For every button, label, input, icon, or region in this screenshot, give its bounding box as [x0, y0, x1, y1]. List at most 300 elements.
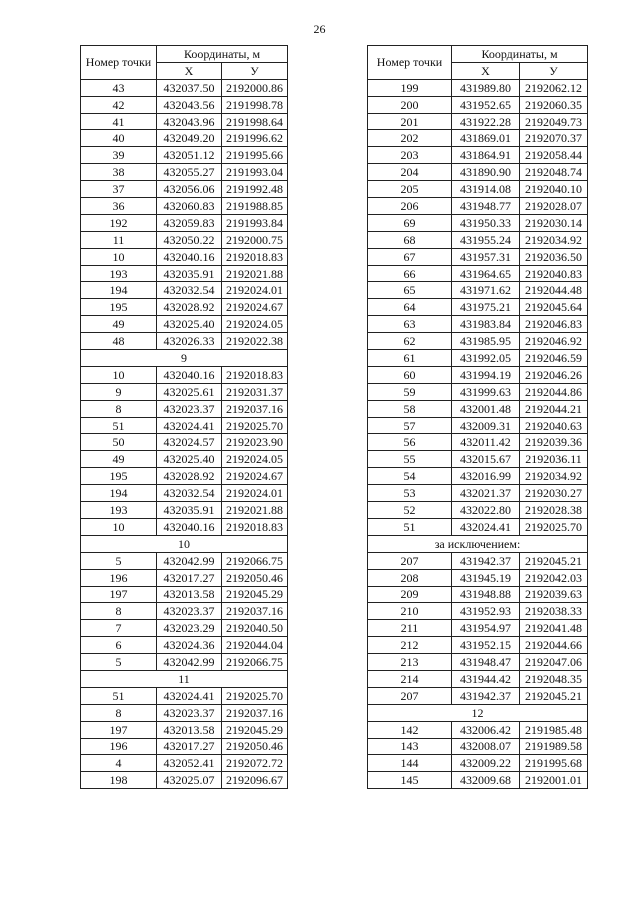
point-number-cell: 194	[81, 282, 157, 299]
y-coordinate-cell: 2192041.48	[520, 620, 588, 637]
table-row	[81, 518, 288, 535]
y-coordinate-cell: 2192046.92	[520, 333, 588, 350]
y-coordinate-cell: 2192062.12	[520, 79, 588, 96]
table-row	[368, 248, 588, 265]
y-coordinate-cell: 2192044.04	[222, 637, 288, 654]
x-coordinate-cell: 432025.40	[157, 316, 222, 333]
table-row	[81, 502, 288, 519]
y-coordinate-cell: 2192030.14	[520, 214, 588, 231]
table-row	[81, 552, 288, 569]
table-row	[368, 620, 588, 637]
x-coordinate-cell: 432051.12	[157, 147, 222, 164]
x-coordinate-cell: 432052.41	[157, 755, 222, 772]
x-coordinate-cell: 432042.99	[157, 654, 222, 671]
x-coordinate-cell: 432022.80	[452, 502, 520, 519]
point-number-cell: 66	[368, 265, 452, 282]
x-coordinate-cell: 432017.27	[157, 569, 222, 586]
point-number-cell: 8	[81, 603, 157, 620]
table-row	[81, 214, 288, 231]
point-number-cell: 49	[81, 451, 157, 468]
x-coordinate-cell: 432017.27	[157, 738, 222, 755]
y-coordinate-cell: 2192028.38	[520, 502, 588, 519]
y-coordinate-cell: 2191995.66	[222, 147, 288, 164]
table-row	[81, 721, 288, 738]
table-row	[368, 738, 588, 755]
table-row	[368, 772, 588, 789]
x-coordinate-cell: 432021.37	[452, 485, 520, 502]
y-coordinate-cell: 2191993.84	[222, 214, 288, 231]
x-coordinate-cell: 432042.99	[157, 552, 222, 569]
y-coordinate-cell: 2192048.35	[520, 670, 588, 687]
table-row	[368, 214, 588, 231]
coordinates-table-right	[367, 45, 588, 789]
section-row	[81, 350, 288, 367]
table-row	[81, 586, 288, 603]
table-row	[368, 485, 588, 502]
x-coordinate-cell: 432040.16	[157, 248, 222, 265]
y-coordinate-cell: 2192028.07	[520, 198, 588, 215]
table-row	[368, 299, 588, 316]
x-coordinate-cell: 432009.68	[452, 772, 520, 789]
table-row	[81, 333, 288, 350]
x-coordinate-cell: 431983.84	[452, 316, 520, 333]
table-row	[81, 417, 288, 434]
x-coordinate-cell: 432009.22	[452, 755, 520, 772]
x-coordinate-cell: 432024.36	[157, 637, 222, 654]
x-coordinate-cell: 432035.91	[157, 265, 222, 282]
table-row	[368, 434, 588, 451]
table-row	[81, 772, 288, 789]
table-row	[368, 366, 588, 383]
y-coordinate-cell: 2192046.83	[520, 316, 588, 333]
table-row	[81, 316, 288, 333]
point-number-cell: 4	[81, 755, 157, 772]
table-row	[368, 198, 588, 215]
y-coordinate-cell: 2192040.10	[520, 181, 588, 198]
coordinates-table-left	[80, 45, 288, 789]
section-row	[81, 535, 288, 552]
x-coordinate-cell: 432032.54	[157, 485, 222, 502]
x-coordinate-cell: 432055.27	[157, 164, 222, 181]
x-coordinate-cell: 432040.16	[157, 518, 222, 535]
point-number-header: Номер точки	[81, 46, 157, 80]
x-coordinate-cell: 431957.31	[452, 248, 520, 265]
section-label: 10	[81, 535, 288, 552]
point-number-cell: 62	[368, 333, 452, 350]
point-number-cell: 145	[368, 772, 452, 789]
table-row	[368, 755, 588, 772]
point-number-cell: 197	[81, 586, 157, 603]
point-number-cell: 40	[81, 130, 157, 147]
table-row	[368, 130, 588, 147]
section-label: 9	[81, 350, 288, 367]
y-coordinate-cell: 2192047.06	[520, 654, 588, 671]
point-number-cell: 64	[368, 299, 452, 316]
y-coordinate-cell: 2192044.86	[520, 383, 588, 400]
table-row	[81, 96, 288, 113]
x-coordinate-cell: 431869.01	[452, 130, 520, 147]
table-row	[81, 299, 288, 316]
x-coordinate-cell: 431945.19	[452, 569, 520, 586]
point-number-cell: 212	[368, 637, 452, 654]
y-coordinate-cell: 2192040.50	[222, 620, 288, 637]
y-coordinate-cell: 2192045.29	[222, 721, 288, 738]
y-coordinate-cell: 2191998.64	[222, 113, 288, 130]
table-row	[81, 282, 288, 299]
point-number-cell: 56	[368, 434, 452, 451]
x-coordinate-cell: 432024.57	[157, 434, 222, 451]
point-number-cell: 65	[368, 282, 452, 299]
x-coordinate-cell: 432023.37	[157, 400, 222, 417]
section-row	[368, 535, 588, 552]
point-number-cell: 211	[368, 620, 452, 637]
table-row	[368, 569, 588, 586]
table-row	[368, 265, 588, 282]
section-row	[368, 704, 588, 721]
section-label: 12	[368, 704, 588, 721]
point-number-cell: 207	[368, 687, 452, 704]
point-number-cell: 203	[368, 147, 452, 164]
y-coordinate-cell: 2192066.75	[222, 552, 288, 569]
point-number-cell: 53	[368, 485, 452, 502]
x-coordinate-cell: 431994.19	[452, 366, 520, 383]
table-row	[81, 451, 288, 468]
x-coordinate-cell: 432001.48	[452, 400, 520, 417]
point-number-cell: 195	[81, 299, 157, 316]
point-number-cell: 143	[368, 738, 452, 755]
point-number-cell: 38	[81, 164, 157, 181]
x-coordinate-cell: 432060.83	[157, 198, 222, 215]
y-coordinate-cell: 2192024.01	[222, 485, 288, 502]
y-coordinate-cell: 2192034.92	[520, 468, 588, 485]
y-coordinate-cell: 2191995.68	[520, 755, 588, 772]
x-coordinate-cell: 431964.65	[452, 265, 520, 282]
table-row	[368, 721, 588, 738]
x-coordinate-cell: 432049.20	[157, 130, 222, 147]
point-number-cell: 198	[81, 772, 157, 789]
x-coordinate-cell: 431985.95	[452, 333, 520, 350]
point-number-cell: 68	[368, 231, 452, 248]
x-coordinate-cell: 432059.83	[157, 214, 222, 231]
table-row	[368, 164, 588, 181]
y-coordinate-cell: 2192024.67	[222, 299, 288, 316]
point-number-cell: 5	[81, 654, 157, 671]
point-number-cell: 49	[81, 316, 157, 333]
point-number-cell: 57	[368, 417, 452, 434]
x-coordinate-cell: 431942.37	[452, 552, 520, 569]
x-coordinate-cell: 431952.93	[452, 603, 520, 620]
table-row	[368, 96, 588, 113]
point-number-cell: 67	[368, 248, 452, 265]
x-coordinate-cell: 432050.22	[157, 231, 222, 248]
table-row	[81, 569, 288, 586]
table-body-left	[81, 79, 288, 788]
table-row	[81, 654, 288, 671]
point-number-cell: 50	[81, 434, 157, 451]
x-coordinate-cell: 431950.33	[452, 214, 520, 231]
point-number-cell: 54	[368, 468, 452, 485]
table-row	[368, 350, 588, 367]
table-row	[368, 603, 588, 620]
table-row	[368, 333, 588, 350]
point-number-cell: 63	[368, 316, 452, 333]
y-coordinate-cell: 2192058.44	[520, 147, 588, 164]
y-coordinate-cell: 2192048.74	[520, 164, 588, 181]
table-row	[368, 552, 588, 569]
table-row	[81, 79, 288, 96]
y-coordinate-cell: 2192038.33	[520, 603, 588, 620]
point-number-cell: 6	[81, 637, 157, 654]
point-number-cell: 39	[81, 147, 157, 164]
point-number-cell: 196	[81, 569, 157, 586]
x-coordinate-cell: 432026.33	[157, 333, 222, 350]
x-coordinate-cell: 431955.24	[452, 231, 520, 248]
x-coordinate-cell: 432028.92	[157, 299, 222, 316]
y-header: У	[222, 62, 288, 79]
y-coordinate-cell: 2192024.67	[222, 468, 288, 485]
point-number-cell: 5	[81, 552, 157, 569]
point-number-cell: 11	[81, 231, 157, 248]
table-row	[368, 468, 588, 485]
y-coordinate-cell: 2192021.88	[222, 502, 288, 519]
table-row	[81, 704, 288, 721]
table-row	[368, 113, 588, 130]
table-row	[368, 316, 588, 333]
y-coordinate-cell: 2192072.72	[222, 755, 288, 772]
point-number-cell: 37	[81, 181, 157, 198]
table-row	[368, 670, 588, 687]
y-coordinate-cell: 2192034.92	[520, 231, 588, 248]
table-row	[81, 113, 288, 130]
point-number-cell: 61	[368, 350, 452, 367]
x-coordinate-cell: 431948.47	[452, 654, 520, 671]
table-row	[368, 687, 588, 704]
point-number-cell: 202	[368, 130, 452, 147]
y-coordinate-cell: 2192050.46	[222, 738, 288, 755]
x-coordinate-cell: 431989.80	[452, 79, 520, 96]
y-coordinate-cell: 2192040.83	[520, 265, 588, 282]
y-coordinate-cell: 2192000.75	[222, 231, 288, 248]
y-coordinate-cell: 2192018.83	[222, 248, 288, 265]
x-coordinate-cell: 432040.16	[157, 366, 222, 383]
x-coordinate-cell: 432032.54	[157, 282, 222, 299]
y-coordinate-cell: 2192037.16	[222, 704, 288, 721]
point-number-cell: 48	[81, 333, 157, 350]
x-coordinate-cell: 431999.63	[452, 383, 520, 400]
y-coordinate-cell: 2192018.83	[222, 518, 288, 535]
y-coordinate-cell: 2192021.88	[222, 265, 288, 282]
table-row	[81, 383, 288, 400]
x-coordinate-cell: 432015.67	[452, 451, 520, 468]
x-coordinate-cell: 432025.07	[157, 772, 222, 789]
y-coordinate-cell: 2192023.90	[222, 434, 288, 451]
point-number-cell: 42	[81, 96, 157, 113]
x-coordinate-cell: 432035.91	[157, 502, 222, 519]
y-coordinate-cell: 2192039.36	[520, 434, 588, 451]
x-coordinate-cell: 432016.99	[452, 468, 520, 485]
point-number-cell: 9	[81, 383, 157, 400]
point-number-cell: 55	[368, 451, 452, 468]
y-header: У	[520, 62, 588, 79]
point-number-cell: 210	[368, 603, 452, 620]
table-row	[81, 620, 288, 637]
x-header: X	[452, 62, 520, 79]
y-coordinate-cell: 2191998.78	[222, 96, 288, 113]
point-number-cell: 69	[368, 214, 452, 231]
x-coordinate-cell: 432028.92	[157, 468, 222, 485]
y-coordinate-cell: 2191992.48	[222, 181, 288, 198]
x-coordinate-cell: 431992.05	[452, 350, 520, 367]
section-label: 11	[81, 670, 288, 687]
x-coordinate-cell: 432024.41	[452, 518, 520, 535]
point-number-cell: 214	[368, 670, 452, 687]
y-coordinate-cell: 2192037.16	[222, 400, 288, 417]
x-coordinate-cell: 432024.41	[157, 687, 222, 704]
table-row	[81, 738, 288, 755]
y-coordinate-cell: 2192039.63	[520, 586, 588, 603]
point-number-cell: 207	[368, 552, 452, 569]
table-row	[81, 181, 288, 198]
x-coordinate-cell: 431890.90	[452, 164, 520, 181]
x-coordinate-cell: 431971.62	[452, 282, 520, 299]
point-number-cell: 193	[81, 502, 157, 519]
x-header: X	[157, 62, 222, 79]
y-coordinate-cell: 2192044.66	[520, 637, 588, 654]
table-row	[81, 434, 288, 451]
point-number-cell: 43	[81, 79, 157, 96]
y-coordinate-cell: 2192045.21	[520, 687, 588, 704]
table-row	[368, 282, 588, 299]
x-coordinate-cell: 431948.77	[452, 198, 520, 215]
table-row	[81, 468, 288, 485]
point-number-cell: 194	[81, 485, 157, 502]
y-coordinate-cell: 2191996.62	[222, 130, 288, 147]
y-coordinate-cell: 2192025.70	[222, 417, 288, 434]
point-number-cell: 142	[368, 721, 452, 738]
y-coordinate-cell: 2191988.85	[222, 198, 288, 215]
x-coordinate-cell: 432008.07	[452, 738, 520, 755]
y-coordinate-cell: 2192036.50	[520, 248, 588, 265]
y-coordinate-cell: 2191985.48	[520, 721, 588, 738]
x-coordinate-cell: 431954.97	[452, 620, 520, 637]
table-row	[368, 79, 588, 96]
x-coordinate-cell: 432023.29	[157, 620, 222, 637]
point-number-cell: 197	[81, 721, 157, 738]
y-coordinate-cell: 2192096.67	[222, 772, 288, 789]
x-coordinate-cell: 432024.41	[157, 417, 222, 434]
table-row	[81, 637, 288, 654]
coordinates-header: Координаты, м	[452, 46, 588, 63]
point-number-cell: 201	[368, 113, 452, 130]
table-row	[368, 637, 588, 654]
point-number-cell: 209	[368, 586, 452, 603]
section-row	[81, 670, 288, 687]
y-coordinate-cell: 2191989.58	[520, 738, 588, 755]
point-number-cell: 144	[368, 755, 452, 772]
x-coordinate-cell: 432011.42	[452, 434, 520, 451]
x-coordinate-cell: 432013.58	[157, 586, 222, 603]
x-coordinate-cell: 431914.08	[452, 181, 520, 198]
section-label: за исключением:	[368, 535, 588, 552]
y-coordinate-cell: 2192018.83	[222, 366, 288, 383]
table-row	[81, 130, 288, 147]
point-number-cell: 10	[81, 366, 157, 383]
table-row	[81, 265, 288, 282]
point-number-cell: 200	[368, 96, 452, 113]
point-number-cell: 193	[81, 265, 157, 282]
x-coordinate-cell: 431952.15	[452, 637, 520, 654]
point-number-cell: 213	[368, 654, 452, 671]
point-number-cell: 10	[81, 248, 157, 265]
point-number-cell: 41	[81, 113, 157, 130]
y-coordinate-cell: 2192060.35	[520, 96, 588, 113]
y-coordinate-cell: 2192042.03	[520, 569, 588, 586]
x-coordinate-cell: 431922.28	[452, 113, 520, 130]
x-coordinate-cell: 431942.37	[452, 687, 520, 704]
y-coordinate-cell: 2192044.21	[520, 400, 588, 417]
y-coordinate-cell: 2192024.05	[222, 316, 288, 333]
x-coordinate-cell: 432043.56	[157, 96, 222, 113]
point-number-cell: 60	[368, 366, 452, 383]
table-row	[368, 400, 588, 417]
table-row	[368, 383, 588, 400]
y-coordinate-cell: 2192049.73	[520, 113, 588, 130]
y-coordinate-cell: 2192037.16	[222, 603, 288, 620]
coordinates-header: Координаты, м	[157, 46, 288, 63]
table-row	[368, 231, 588, 248]
y-coordinate-cell: 2192050.46	[222, 569, 288, 586]
point-number-cell: 52	[368, 502, 452, 519]
point-number-cell: 196	[81, 738, 157, 755]
point-number-cell: 199	[368, 79, 452, 96]
table-row	[368, 451, 588, 468]
table-row	[81, 485, 288, 502]
x-coordinate-cell: 432013.58	[157, 721, 222, 738]
point-number-cell: 195	[81, 468, 157, 485]
y-coordinate-cell: 2192045.64	[520, 299, 588, 316]
x-coordinate-cell: 432025.61	[157, 383, 222, 400]
x-coordinate-cell: 432043.96	[157, 113, 222, 130]
point-number-cell: 8	[81, 704, 157, 721]
point-number-cell: 59	[368, 383, 452, 400]
x-coordinate-cell: 431944.42	[452, 670, 520, 687]
x-coordinate-cell: 432023.37	[157, 704, 222, 721]
point-number-cell: 51	[81, 687, 157, 704]
point-number-cell: 7	[81, 620, 157, 637]
x-coordinate-cell: 431952.65	[452, 96, 520, 113]
x-coordinate-cell: 431948.88	[452, 586, 520, 603]
table-row	[368, 417, 588, 434]
point-number-cell: 58	[368, 400, 452, 417]
point-number-cell: 205	[368, 181, 452, 198]
table-row	[81, 400, 288, 417]
y-coordinate-cell: 2192044.48	[520, 282, 588, 299]
table-row	[81, 248, 288, 265]
point-number-cell: 36	[81, 198, 157, 215]
point-number-cell: 208	[368, 569, 452, 586]
table-row	[81, 366, 288, 383]
x-coordinate-cell: 431864.91	[452, 147, 520, 164]
y-coordinate-cell: 2192036.11	[520, 451, 588, 468]
y-coordinate-cell: 2192024.01	[222, 282, 288, 299]
x-coordinate-cell: 432006.42	[452, 721, 520, 738]
y-coordinate-cell: 2192022.38	[222, 333, 288, 350]
table-row	[81, 231, 288, 248]
x-coordinate-cell: 432023.37	[157, 603, 222, 620]
table-row	[368, 518, 588, 535]
y-coordinate-cell: 2192046.26	[520, 366, 588, 383]
y-coordinate-cell: 2192070.37	[520, 130, 588, 147]
